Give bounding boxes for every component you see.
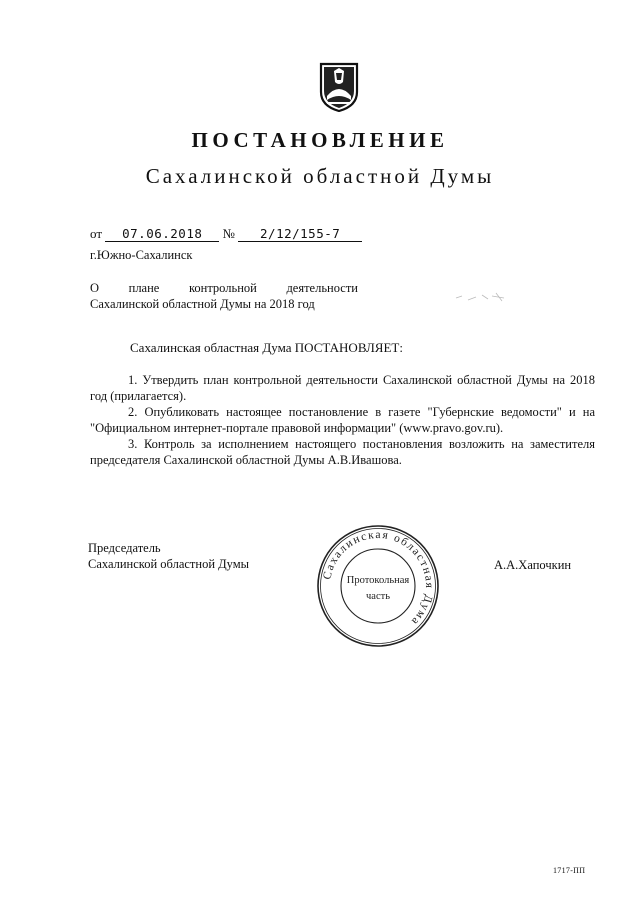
subject-word: деятельности [286,281,358,295]
document-date: 07.06.2018 [105,226,219,242]
resolution-item: 1. Утвердить план контрольной деятельности Сахалинской областной Думы на 2018 год (прилагается). [90,373,595,403]
resolution-item: 2. Опубликовать настоящее постановление в газете "Губернские ведомости" и на "Официальном интернет-портале правовой информации" (www.pravo.gov.ru). [90,405,595,435]
official-stamp [316,524,440,648]
stamp-center-line-2: часть [366,591,390,602]
document-code: 1717-ПП [553,866,586,875]
place-of-issue: г.Южно-Сахалинск [90,248,193,262]
scan-mark [452,286,512,306]
date-number-line [90,226,362,242]
resolution-item: 3. Контроль за исполнением настоящего постановления возложить на заместителя председателя Сахалинской областной Думы А.В.Ивашова. [90,437,595,467]
subject-line-1 [90,280,358,296]
subject-word: О [90,281,100,295]
date-prefix: от [90,226,103,241]
stamp-ring-textpath: Сахалинская областная Дума [321,528,436,629]
position-line-2: Сахалинской областной Думы [88,557,250,571]
sakhalin-region-emblem-icon [319,62,359,112]
signatory-position [88,540,249,572]
document-subject [90,280,358,312]
resolution-items [90,372,595,468]
signatory-name: А.А.Хапочкин [494,558,572,572]
document-subtitle: Сахалинской областной Думы [145,164,495,188]
position-line-1: Председатель [88,541,161,555]
subject-line-2: Сахалинской областной Думы на 2018 год [90,297,315,311]
preamble: Сахалинская областная Дума ПОСТАНОВЛЯЕТ: [130,340,403,355]
document-number: 2/12/155-7 [238,226,362,242]
stamp-center-line-1: Протокольная [346,575,410,586]
number-prefix: № [222,226,235,241]
subject-word: плане [128,281,160,295]
document-title: ПОСТАНОВЛЕНИЕ [191,128,449,152]
subject-word: контрольной [188,281,257,295]
